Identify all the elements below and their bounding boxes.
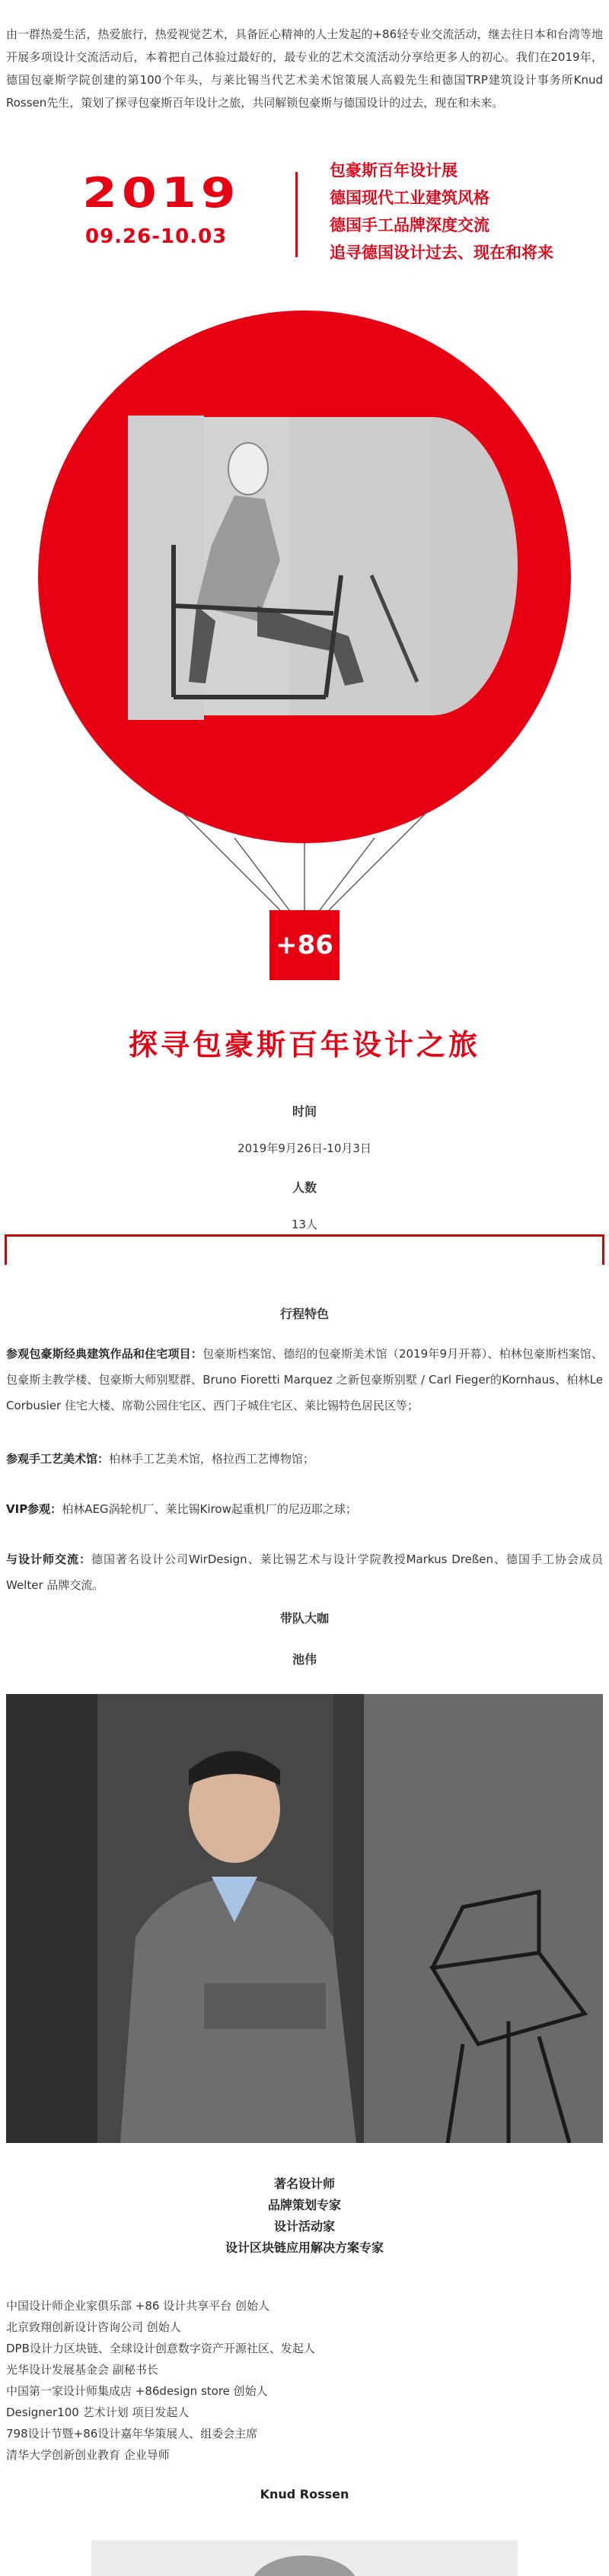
leader-title: 设计区块链应用解决方案专家 bbox=[225, 2240, 384, 2255]
itinerary-item-label: VIP参观： bbox=[6, 1502, 62, 1516]
leader-roles bbox=[6, 2295, 603, 2466]
leader-role: 中国第一家设计师集成店 +86design store 创始人 bbox=[6, 2384, 268, 2398]
leader-role: 798设计节暨+86设计嘉年华策展人、组委会主席 bbox=[6, 2427, 258, 2441]
guest-photo-illustration bbox=[91, 2540, 518, 2576]
itinerary-item bbox=[6, 1341, 603, 1419]
bauhaus-100-photo bbox=[128, 416, 518, 720]
itinerary-item-text: 柏林AEG涡轮机厂、莱比锡Kirow起重机厂的尼迈耶之球； bbox=[62, 1502, 357, 1516]
plus86-badge: +86 bbox=[269, 910, 340, 980]
guest-name: Knud Rossen bbox=[260, 2487, 349, 2501]
leader-role: 光华设计发展基金会 副秘书长 bbox=[6, 2363, 158, 2377]
people-label: 人数 bbox=[292, 1180, 317, 1195]
time-value: 2019年9月26日-10月3日 bbox=[238, 1142, 371, 1155]
intro-paragraph: 由一群热爱生活，热爱旅行，热爱视觉艺术，具备匠心精神的人士发起的+86轻专业交流活动，继去往日本和台湾等地开展多项设计交流活动后，本着把自己体验过最好的，最专业的艺术交流活动分享给更多人的初心。我们在2019年，德国包豪斯学院创建的第100个年头，与莱比锡当代艺术美术馆策展人高毅先生和德国TRP建筑设计事务所Knud Rossen先生，策划了探寻包豪斯百年设计之旅，共同解锁包豪斯与德国设计的过去，现在和未来。 bbox=[6, 27, 603, 110]
leader-title: 品牌策划专家 bbox=[267, 2198, 341, 2212]
leader-role: DPB设计力区块链、全球设计创意数字资产开源社区、发起人 bbox=[6, 2342, 315, 2355]
leader-role: 北京致翔创新设计咨询公司 创始人 bbox=[6, 2320, 181, 2334]
leader-role: Designer100 艺术计划 项目发起人 bbox=[6, 2406, 190, 2419]
itinerary-item-text: 德国著名设计公司WirDesign、莱比锡艺术与设计学院教授Markus Dreßen、德国手工协会成员Welter 品牌交流。 bbox=[6, 1552, 603, 1592]
itinerary-item bbox=[6, 1546, 603, 1598]
poster-tagline: 追寻德国设计过去、现在和将来 bbox=[330, 244, 553, 262]
leader-role: 清华大学创新创业教育 企业导师 bbox=[6, 2448, 170, 2462]
poster-tagline: 包豪斯百年设计展 bbox=[330, 161, 458, 180]
time-label: 时间 bbox=[292, 1104, 317, 1119]
itinerary-item bbox=[6, 1446, 603, 1472]
leader-photo-illustration bbox=[6, 1694, 603, 2143]
poster-tagline: 德国手工品牌深度交流 bbox=[330, 216, 489, 234]
leader-title: 著名设计师 bbox=[273, 2176, 335, 2191]
leader-section-label: 带队大咖 bbox=[279, 1611, 329, 1626]
leader-photo bbox=[6, 1694, 603, 2143]
itinerary-title: 行程特色 bbox=[279, 1307, 329, 1321]
itinerary-item bbox=[6, 1496, 603, 1522]
itinerary-item-text: 包豪斯档案馆、德绍的包豪斯美术馆（2019年9月开幕）、柏林包豪斯档案馆、包豪斯主教学楼、包豪斯大师别墅群、Bruno Fioretti Marquez 之新包豪斯别墅 / Carl Fieger的Kornhaus、柏林Le Corbusier 住宅大楼、席勒公园住宅区、西门子城住宅区、莱比锡特色居民区等； bbox=[6, 1347, 603, 1412]
poster-tagline: 德国现代工业建筑风格 bbox=[330, 189, 489, 207]
people-value: 13人 bbox=[291, 1218, 318, 1231]
itinerary-item-text: 柏林手工艺美术馆，格拉西工艺博物馆； bbox=[109, 1452, 315, 1466]
poster-dates: 09.26-10.03 bbox=[85, 225, 228, 248]
guest-photo bbox=[91, 2540, 518, 2576]
leader-title: 设计活动家 bbox=[273, 2219, 335, 2234]
journey-title: 探寻包豪斯百年设计之旅 bbox=[128, 1028, 480, 1062]
itinerary-item-label: 参观包豪斯经典建筑作品和住宅项目： bbox=[6, 1347, 202, 1361]
itinerary-item-label: 与设计师交流： bbox=[6, 1552, 91, 1566]
itinerary-item-label: 参观手工艺美术馆： bbox=[6, 1452, 110, 1466]
leader-name: 池伟 bbox=[292, 1652, 317, 1667]
poster-year: 2019 bbox=[82, 169, 241, 218]
leader-titles bbox=[0, 2173, 609, 2259]
leader-role: 中国设计师企业家俱乐部 +86 设计共享平台 创始人 bbox=[6, 2299, 269, 2313]
section-frame bbox=[5, 1234, 604, 1265]
event-poster bbox=[6, 149, 603, 1085]
